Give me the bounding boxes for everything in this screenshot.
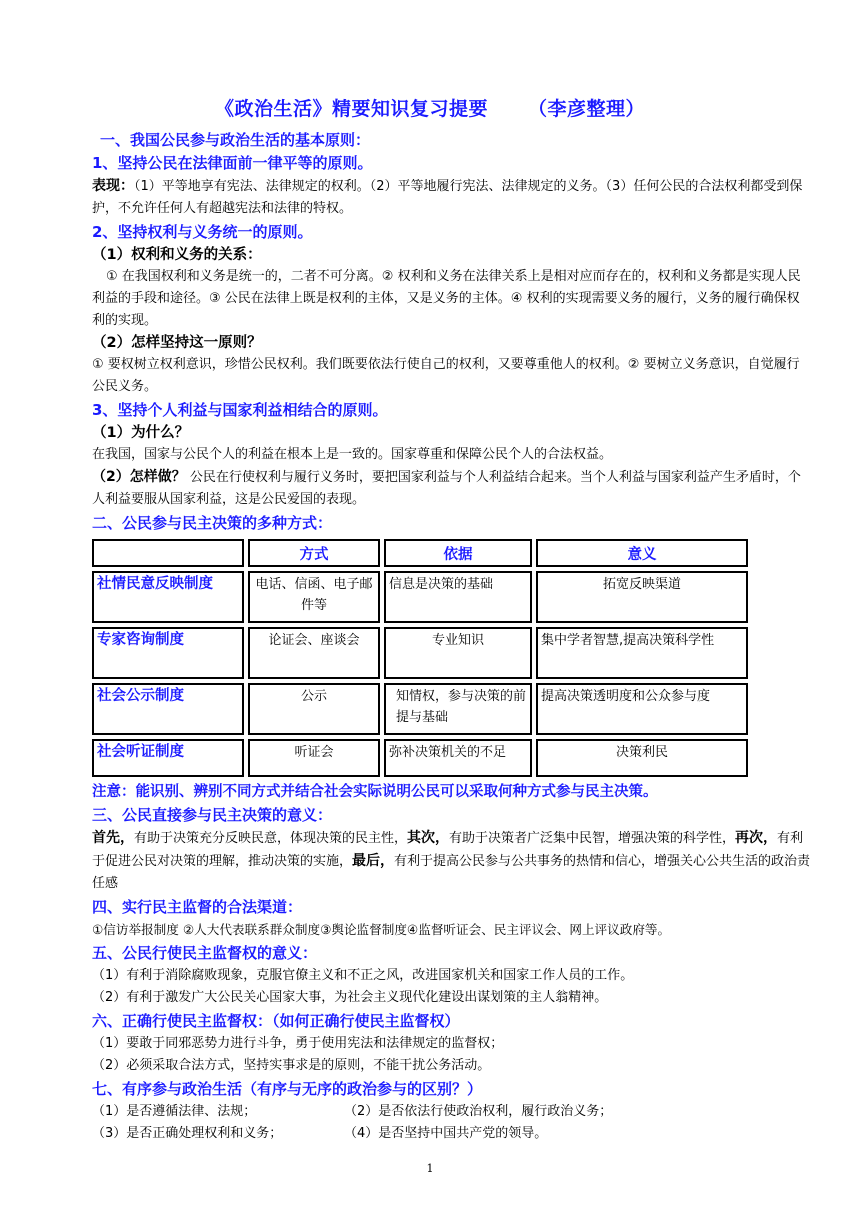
section-2-note: 注意：能识别、辨别不同方式并结合社会实际说明公民可以采取何种方式参与民主决策。 <box>92 784 658 800</box>
decision-methods-table <box>88 535 752 781</box>
principle-2-sub1: （1）权利和义务的关系： <box>92 247 262 263</box>
section-5-heading: 五、公民行使民主监督权的意义： <box>92 944 318 962</box>
section-5-line-2: （2）有利于激发广大公民关心国家大事，为社会主义现代化建设出谋划策的主人翁精神。 <box>92 990 608 1005</box>
section-4-heading: 四、实行民主监督的合法渠道： <box>92 898 303 916</box>
principle-2-sub2: （2）怎样坚持这一原则？ <box>92 335 262 351</box>
section-7-item-1: （1）是否遵循法律、法规； <box>92 1104 257 1119</box>
table-row <box>92 683 748 735</box>
principle-3-sub2: （2）怎样做？ <box>92 469 186 485</box>
row-way: 论证会、座谈会 <box>248 627 380 679</box>
row-basis: 知情权，参与决策的前提与基础 <box>384 683 532 735</box>
section-3-text <box>92 827 812 895</box>
page-number: 1 <box>426 1162 434 1175</box>
section-7-item-2: （2）是否依法行使政治权利，履行政治义务； <box>344 1104 613 1119</box>
row-basis: 专业知识 <box>384 627 532 679</box>
row-meaning: 提高决策透明度和公众参与度 <box>536 683 748 735</box>
row-basis: 信息是决策的基础 <box>384 571 532 623</box>
row-meaning: 拓宽反映渠道 <box>536 571 748 623</box>
title-main: 《政治生活》精要知识复习提要 <box>214 98 488 120</box>
principle-2-sub2-text: ① 要权树立权利意识，珍惜公民权利。我们既要依法行使自己的权利，又要尊重他人的权利。② 要树立义务意识，自觉履行公民义务。 <box>92 357 800 394</box>
principle-2-heading: 2、坚持权利与义务统一的原则。 <box>92 223 313 241</box>
principle-3-heading: 3、坚持个人利益与国家利益相结合的原则。 <box>92 401 388 419</box>
row-name: 社会公示制度 <box>92 683 244 735</box>
table-row <box>92 739 748 777</box>
principle-1-heading: 1、坚持公民在法律面前一律平等的原则。 <box>92 154 373 172</box>
section-7-item-3: （3）是否正确处理权利和义务； <box>92 1126 283 1141</box>
row-name: 社情民意反映制度 <box>92 571 244 623</box>
section-4-text: ①信访举报制度 ②人大代表联系群众制度③舆论监督制度④监督听证会、民主评议会、网上评议政府等。 <box>92 922 671 937</box>
row-name: 专家咨询制度 <box>92 627 244 679</box>
section-7-item-4: （4）是否坚持中国共产党的领导。 <box>344 1126 548 1141</box>
third-word: 再次， <box>735 830 778 846</box>
principle-3-sub2-para <box>92 466 812 511</box>
title-author: （李彦整理） <box>528 98 646 120</box>
table-row <box>92 627 748 679</box>
row-basis: 弥补决策机关的不足 <box>384 739 532 777</box>
table-row <box>92 571 748 623</box>
principle-3-sub2-text: 公民在行使权利与履行义务时，要把国家利益与个人利益结合起来。当个人利益与国家利益产生矛盾时，个人利益要服从国家利益，这是公民爱国的表现。 <box>92 470 801 507</box>
principle-1-text <box>92 175 812 220</box>
document-title <box>0 94 860 121</box>
section-7-heading: 七、有序参与政治生活（有序与无序的政治参与的区别？） <box>92 1080 483 1098</box>
table-header-row <box>92 539 748 567</box>
table-header-meaning: 意义 <box>536 539 748 567</box>
row-name: 社会听证制度 <box>92 739 244 777</box>
third-text: 有利于促进公民对决策的理解，推动决策的实施， <box>92 831 804 869</box>
section-6-heading: 六、正确行使民主监督权：（如何正确行使民主监督权） <box>92 1012 460 1030</box>
principle-2-sub1-text: ① 在我国权利和义务是统一的，二者不可分离。② 权利和义务在法律关系上是相对应而存在的，权利和义务都是实现人民利益的手段和途径。③ 公民在法律上既是权利的主体，又是义务的主体。④ 权利的实现需要义务的履行，义务的履行确保权利的实现。 <box>92 269 801 328</box>
section-1-heading: 一、我国公民参与政治生活的基本原则： <box>100 131 371 149</box>
principle-3-sub1: （1）为什么？ <box>92 425 190 441</box>
table-header-way: 方式 <box>248 539 380 567</box>
table-header-blank <box>92 539 244 567</box>
principle-1-label: 表现： <box>92 178 134 194</box>
row-way: 电话、信函、电子邮件等 <box>248 571 380 623</box>
table-header-basis: 依据 <box>384 539 532 567</box>
principle-1-body: （1）平等地享有宪法、法律规定的权利。（2）平等地履行宪法、法律规定的义务。（3）任何公民的合法权利都受到保护，不允许任何人有超越宪法和法律的特权。 <box>92 179 803 216</box>
section-7-row-1 <box>92 1101 812 1123</box>
section-6-line-1: （1）要敢于同邪恶势力进行斗争，勇于使用宪法和法律规定的监督权； <box>92 1036 504 1051</box>
principle-3-sub1-text: 在我国，国家与公民个人的利益在根本上是一致的。国家尊重和保障公民个人的合法权益。 <box>92 447 613 462</box>
row-meaning: 决策利民 <box>536 739 748 777</box>
first-word: 首先， <box>92 830 134 846</box>
section-7-row-2 <box>92 1123 812 1145</box>
document-body <box>92 128 812 1145</box>
second-word: 其次， <box>407 830 450 846</box>
second-text: 有助于决策者广泛集中民智，增强决策的科学性， <box>449 831 736 846</box>
row-way: 公示 <box>248 683 380 735</box>
section-2-heading: 二、公民参与民主决策的多种方式： <box>92 514 333 532</box>
section-3-heading: 三、公民直接参与民主决策的意义： <box>92 806 333 824</box>
row-way: 听证会 <box>248 739 380 777</box>
fourth-word: 最后， <box>352 853 395 869</box>
section-6-line-2: （2）必须采取合法方式，坚持实事求是的原则，不能干扰公务活动。 <box>92 1058 491 1073</box>
fourth-text: 有利于提高公民参与公共事务的热情和信心，增强关心公共生活的政治责任感 <box>92 854 811 891</box>
first-text: 有助于决策充分反映民意，体现决策的民主性， <box>134 831 408 846</box>
row-meaning: 集中学者智慧,提高决策科学性 <box>536 627 748 679</box>
section-5-line-1: （1）有利于消除腐败现象，克服官僚主义和不正之风，改进国家机关和国家工作人员的工作。 <box>92 968 634 983</box>
